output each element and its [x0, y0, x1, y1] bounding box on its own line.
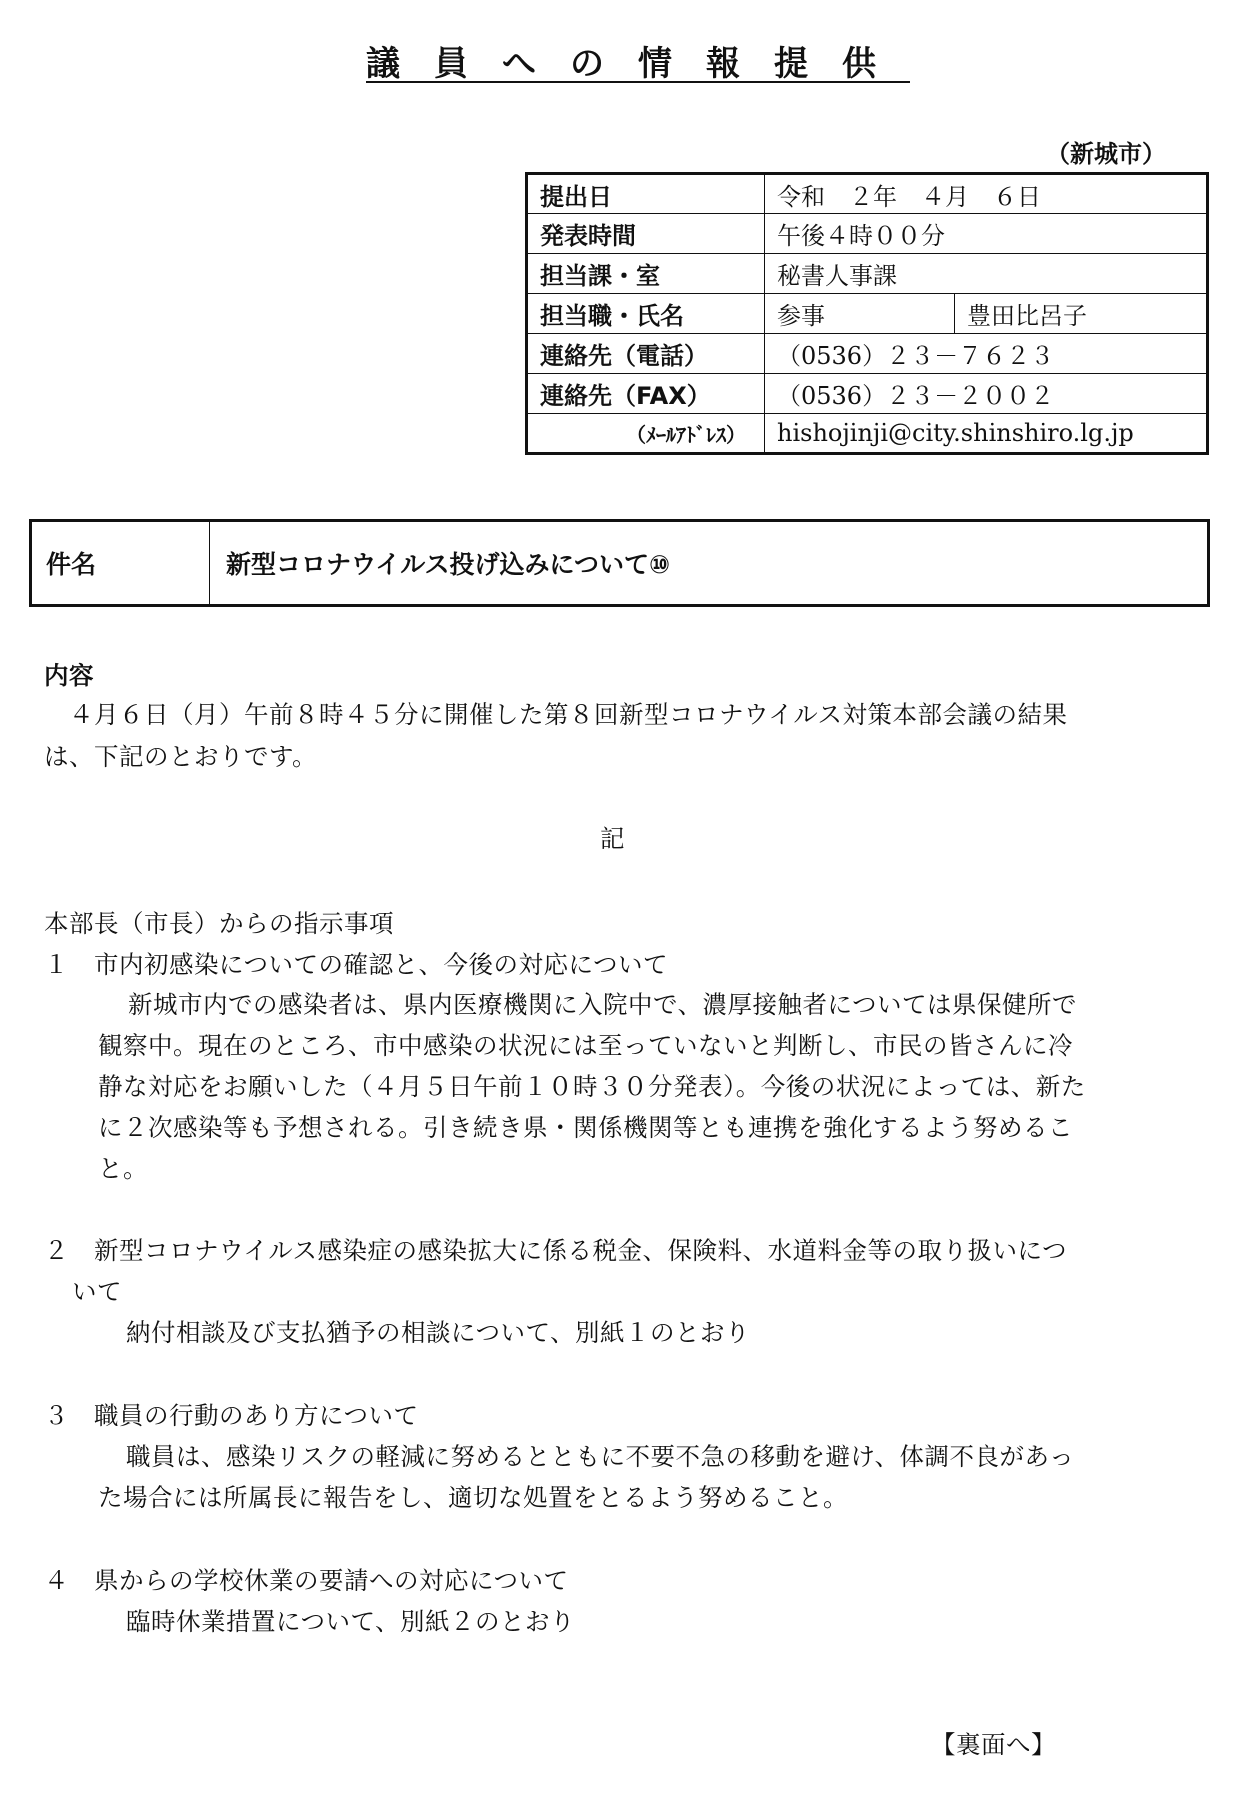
- mail-value: hishojinji@city.shinshiro.lg.jp: [765, 414, 1208, 454]
- table-row: [527, 174, 1208, 214]
- document-title: 議員への情報提供: [366, 44, 910, 84]
- mail-label: （ﾒｰﾙｱﾄﾞﾚｽ）: [527, 414, 765, 454]
- submit-date-label: 提出日: [527, 174, 765, 214]
- subject-value: 新型コロナウイルス投げ込みについて⑩: [226, 550, 671, 579]
- item-1-line-5: と。: [98, 1154, 148, 1183]
- footer-note: 【裏面へ】: [931, 1730, 1056, 1759]
- item-3-title: ３ 職員の行動のあり方について: [44, 1401, 419, 1430]
- tel-value: （0536）２３－７６２３: [765, 334, 1208, 374]
- content-heading: 内容: [44, 661, 94, 690]
- item-3-line-2: た場合には所属長に報告をし、適切な処置をとるよう努めること。: [98, 1483, 848, 1512]
- item-4-title: ４ 県からの学校休業の要請への対応について: [44, 1566, 569, 1595]
- intro-line-1: ４月６日（月）午前８時４５分に開催した第８回新型コロナウイルス対策本部会議の結果: [69, 700, 1068, 729]
- subject-label: 件名: [32, 522, 210, 604]
- time-value: 午後４時００分: [765, 214, 1208, 254]
- submit-date-value: 令和 ２年 ４月 ６日: [765, 174, 1208, 214]
- dept-label: 担当課・室: [527, 254, 765, 294]
- time-label: 発表時間: [527, 214, 765, 254]
- item-2-title: ２ 新型コロナウイルス感染症の感染拡大に係る税金、保険料、水道料金等の取り扱いにつ: [44, 1236, 1068, 1265]
- tel-label: 連絡先（電話）: [527, 334, 765, 374]
- fax-value: （0536）２３－２００２: [765, 374, 1208, 414]
- subject-box: [29, 519, 1210, 607]
- dept-value: 秘書人事課: [765, 254, 1208, 294]
- instructions-heading: 本部長（市長）からの指示事項: [44, 909, 394, 938]
- item-1-line-4: に２次感染等も予想される。引き続き県・関係機関等とも連携を強化するよう努めるこ: [98, 1113, 1073, 1142]
- item-3-line-1: 職員は、感染リスクの軽減に努めるとともに不要不急の移動を避け、体調不良があっ: [126, 1442, 1075, 1471]
- table-row: [527, 214, 1208, 254]
- fax-label: 連絡先（FAX）: [527, 374, 765, 414]
- item-2-line-1: 納付相談及び支払猶予の相談について、別紙１のとおり: [126, 1318, 751, 1347]
- item-2-title-cont: いて: [72, 1277, 122, 1306]
- intro-line-2: は、下記のとおりです。: [44, 742, 318, 771]
- table-row: [527, 374, 1208, 414]
- person-label: 担当職・氏名: [527, 294, 765, 334]
- table-row: [527, 334, 1208, 374]
- table-row: [527, 414, 1208, 454]
- item-1-line-2: 観察中。現在のところ、市中感染の状況には至っていないと判断し、市民の皆さんに冷: [98, 1031, 1073, 1060]
- item-4-line-1: 臨時休業措置について、別紙２のとおり: [126, 1607, 576, 1636]
- table-row: [527, 294, 1208, 334]
- item-1-title: １ 市内初感染についての確認と、今後の対応について: [44, 950, 669, 979]
- item-1-line-3: 静な対応をお願いした（４月５日午前１０時３０分発表）。今後の状況によっては、新た: [98, 1072, 1086, 1101]
- ki-mark: 記: [600, 824, 625, 853]
- item-1-line-1: 新城市内での感染者は、県内医療機関に入院中で、濃厚接触者については県保健所で: [128, 990, 1078, 1019]
- person-title: 参事: [765, 294, 955, 334]
- info-table: [525, 172, 1209, 455]
- table-row: [527, 254, 1208, 294]
- city-name: （新城市）: [1046, 140, 1166, 168]
- person-name: 豊田比呂子: [955, 294, 1208, 334]
